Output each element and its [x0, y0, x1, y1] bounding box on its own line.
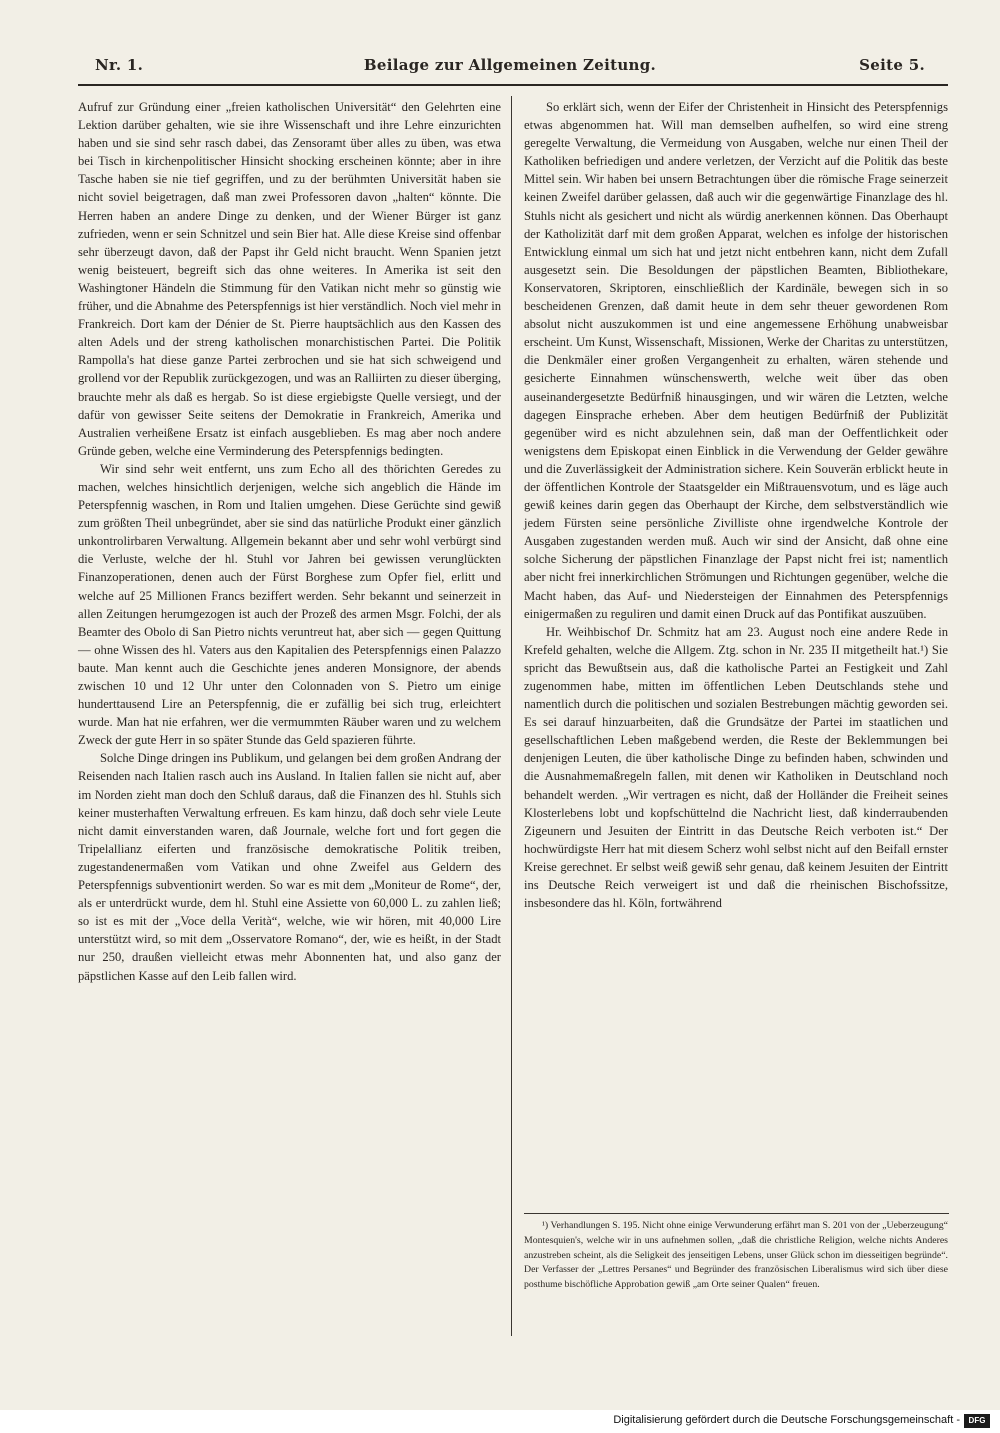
paragraph: Wir sind sehr weit entfernt, uns zum Echo all des thörichten Geredes zu machen, welches hinsichtlich derjenigen, welche sich angeblich die Hände im Peterspfennig waschen, in Rom und Italien umgehen. Diese Gerüchte sind gewiß zum größten Theil unbegründet, aber sie sind das natürliche Produkt einer gänzlich unkontrolirbaren Verwaltung. Allgemein bekannt aber und sehr wohl verbürgt sind die Verluste, welche der hl. Stuhl vor Jahren bei gewissen verunglückten Finanzoperationen, denen auch der Fürst Borghese zum Opfer fiel, erlitt und welche auf 25 Millionen Francs beziffert werden. Sehr bekannt und seinerzeit in allen Zeitungen herumgezogen ist auch der Prozeß des armen Msgr. Folchi, der als Beamter des Obolo di San Pietro nichts veruntreut hat, aber sich — gegen Quittung — ohne Wissen des hl. Vaters aus den Kapitalien des Peterspfennigs einen Palazzo baute. Man kennt auch die Geschichte jenes anderen Monsignore, der abends zwischen 10 und 12 Uhr unter den Colonnaden von S. Pietro um einige hunderttausend Lire an Peterspfennig, die er zufällig bei sich trug, erleichtert wurde. Man hat nie erfahren, wer die vermummten Räuber waren und zu welchem Zweck der gute Herr in so später Stunde das Geld spazieren führte. — [78, 461, 501, 748]
right-column — [524, 98, 948, 912]
page-number: Seite 5. — [859, 56, 925, 74]
dfg-logo: DFG — [964, 1414, 990, 1428]
digitization-credit: Digitalisierung gefördert durch die Deutsche Forschungsgemeinschaft - — [613, 1414, 960, 1426]
column-divider — [511, 96, 512, 1336]
footnote-rule — [524, 1213, 949, 1214]
paragraph: Hr. Weihbischof Dr. Schmitz hat am 23. August noch eine andere Rede in Krefeld gehalten, welche die Allgem. Ztg. schon in Nr. 235 II mitgetheilt hat.¹) Sie spricht das Bewußtsein aus, daß die katholische Partei an Festigkeit und Zahl zugenommen habe, mitten im öffentlichen Leben Deutschlands stehe und namentlich durch die politischen und sozialen Bestrebungen mächtig geworden sei. Es sei darauf hinzuarbeiten, daß die Grundsätze der Partei im staatlichen und gesellschaftlichen Leben maßgebend werden, die Reste der Beklemmungen bei denjenigen Leuten, die über katholische Dinge zu befinden haben, schwinden und die Ausnahmemaßregeln fallen, mit denen wir Katholiken in Deutschland noch behandelt werden. „Wir vertragen es nicht, daß der Holländer die Freiheit seines Klosterlebens lobt und kopfschüttelnd die Nachricht liest, daß kinderraubenden Zigeunern und Jesuiten der Eintritt in das Deutsche Reich verboten ist.“ Der hochwürdigste Herr hat mit diesem Scherz wohl selbst nicht auf den Beifall ernster Kreise gerechnet. Er selbst weiß gewiß sehr genau, daß keinem Jesuiten der Eintritt ins Deutsche Reich verweigert ist und daß die rheinischen Bischofssitze, insbesondere das hl. Köln, fortwährend — [524, 624, 948, 911]
issue-number: Nr. 1. — [95, 56, 144, 74]
footnote-text: ¹) Verhandlungen S. 195. Nicht ohne einige Verwunderung erfährt man S. 201 von der „Ueberzeugung“ Montesquien's, welche wir in uns aufnehmen sollen, „daß die christliche Religion, welche nichts Anderes anzustreben scheint, als die Seligkeit des jenseitigen Lebens, unser Glück schon im diesseitigen begründe“. Der Verfasser der „Lettres Persanes“ und Begründer des französischen Liberalismus wird sich über diese posthume bischöfliche Approbation gewiß „am Orte seiner Qualen“ freuen. — [524, 1220, 948, 1291]
paragraph: Solche Dinge dringen ins Publikum, und gelangen bei dem großen Andrang der Reisenden nach Italien rasch auch ins Ausland. In Italien fallen sie nicht auf, aber im Norden zieht man doch den Schluß daraus, daß die Finanzen des hl. Stuhls sich keiner musterhaften Verwaltung erfreuen. Es kam hinzu, daß doch sehr viele Leute nicht damit einverstanden waren, daß Journale, welche fort und fort gegen die Tripelallianz eiferten und französische demokratische Politik treiben, zugestandenermaßen vom Vatikan und ohne Zweifel aus Geldern des Peterspfennigs subventionirt werden. So war es mit dem „Moniteur de Rome“, der, als er unterdrückt wurde, dem hl. Stuhl eine Assiette von 60,000 L. zu zahlen ließ; so ist es mit der „Voce della Verità“, welche, wie wir hören, mit 40,000 Lire unterstützt wird, so mit dem „Osservatore Romano“, der, wie es heißt, in der Stadt nur 250, draußen vielleicht etwas mehr Abonnenten hat, und also ganz der päpstlichen Kasse auf den Leib fallen wird. — [78, 751, 501, 983]
page-header — [95, 56, 925, 80]
header-rule — [78, 84, 948, 86]
paragraph: So erklärt sich, wenn der Eifer der Christenheit in Hinsicht des Peterspfennigs etwas abgenommen hat. Will man demselben aufhelfen, so wird eine streng geregelte Verwaltung, die Vermeidung von Ausgaben, welche nur einen Theil der Katholiken befriedigen und andere verletzen, der Verzicht auf die Politik das beste Mittel sein. Wir haben bei unsern Betrachtungen über die römische Frage seinerzeit keinen Zweifel darüber gelassen, daß auch wir die gegenwärtige Finanzlage des hl. Stuhls nicht als gesichert und nicht als würdig anerkennen können. Das Oberhaupt der Katholizität darf mit dem großen Apparat, welchen es infolge der historischen Entwicklung einmal um sich hat und jetzt nicht entbehren kann, nicht dem Zufall ausgesetzt sein. Die Besoldungen der päpstlichen Beamten, Bibliothekare, Konservatoren, Skriptoren, einschließlich der Kardinäle, bewegen sich in so bescheidenen Grenzen, daß damit heute in dem sehr theuer gewordenen Rom absolut nicht auszukommen ist und eine angemessene Erhöhung unabweisbar erscheint. Um Kunst, Wissenschaft, Missionen, Werke der Charitas zu unterstützen, die Denkmäler einer großen Vergangenheit zu erhalten, wären stehende und gesicherte Einnahmen wünschenswerth, welche weit über das oben auseinandergesetzte Bedürfniß hinausgingen, und wir wären die Letzten, welche dagegen Einsprache erheben. Aber dem heutigen Bedürfniß der Publizität gegenüber wird es nicht abzulehnen sein, daß man der Oeffentlichkeit oder wenigstens dem Episkopat einen Einblick in die Verwendung der Gelder gewähre und die Zuverlässigkeit der Administration sichere. Kein Souverän erblickt heute in der öffentlichen Kontrole der Staatsgelder ein Mißtrauensvotum, und es läge auch gewiß keines darin gegen das Oberhaupt der Kirche, dem selbstverständlich wie jedem Fürsten seine persönliche Zivilliste ohne irgendwelche Kontrole der Ausgaben zugestanden werden muß. Auch wir sind der Ansicht, daß ohne eine solche Sicherung der päpstlichen Finanzlage der Papst nicht frei ist; namentlich aber nicht frei innerkirchlichen Strömungen und Richtungen gegenüber, welche die Macht haben, das Auf- und Niedersteigen der Einnahmen des Peterspfennigs einigermaßen zu reguliren und damit einen Druck auf das Pontifikat auszuüben. — [524, 100, 948, 621]
supplement-title: Beilage zur Allgemeinen Zeitung. — [363, 56, 657, 74]
left-column — [78, 98, 501, 985]
paragraph: Aufruf zur Gründung einer „freien katholischen Universität“ den Gelehrten eine Lektion darüber gehalten, wie sie ihre Wissenschaft und ihre Lehre einzurichten haben und sie sind sehr rasch dabei, das Zensoramt über alles zu üben, was etwa bei Tisch in kirchenpolitischer Hinsicht shocking erscheinen könnte; aber in ihre Tasche haben sie nie tief gegriffen, und zu der berühmten Universität haben sie nicht soviel beigetragen, daß man zwei Professoren davon „halten“ könnte. Die Herren haben an andere Dinge zu denken, und der Wiener Bürger ist ganz zufrieden, wenn er sein Schnitzel und sein Bier hat. Alle diese Kreise sind offenbar sehr überzeugt davon, daß der Papst ihr Geld nicht braucht. Wenn Spanien jetzt wenig beisteuert, begreift sich das ohne weiteres. In Amerika ist seit den Washingtoner Händeln die Stimmung für den Vatikan nicht mehr so günstig wie früher, und die Abnahme des Peterspfennigs ist hier verständlich. Noch viel mehr in Frankreich. Dort kam der Dénier de St. Pierre hauptsächlich aus den Kassen des alten Adels und der streng katholischen monarchistischen Partei. Die Politik Rampolla's hat diese ganze Partei zerbrochen und sie hat sich schweigend und grollend vor der Republik zurückgezogen, und was an Ralliirten zu dieser überging, brauchte mehr als daß es hergab. So ist diese ergiebigste Quelle versiegt, und der dafür von gewisser Seite seitens der Demokratie in Frankreich, Amerika und Australien verheißene Ersatz ist einfach ausgeblieben. Es mag aber noch andere Gründe geben, welche eine Verminderung des Peterspfennigs bedingten. — [78, 100, 501, 458]
footnote — [524, 1219, 948, 1293]
